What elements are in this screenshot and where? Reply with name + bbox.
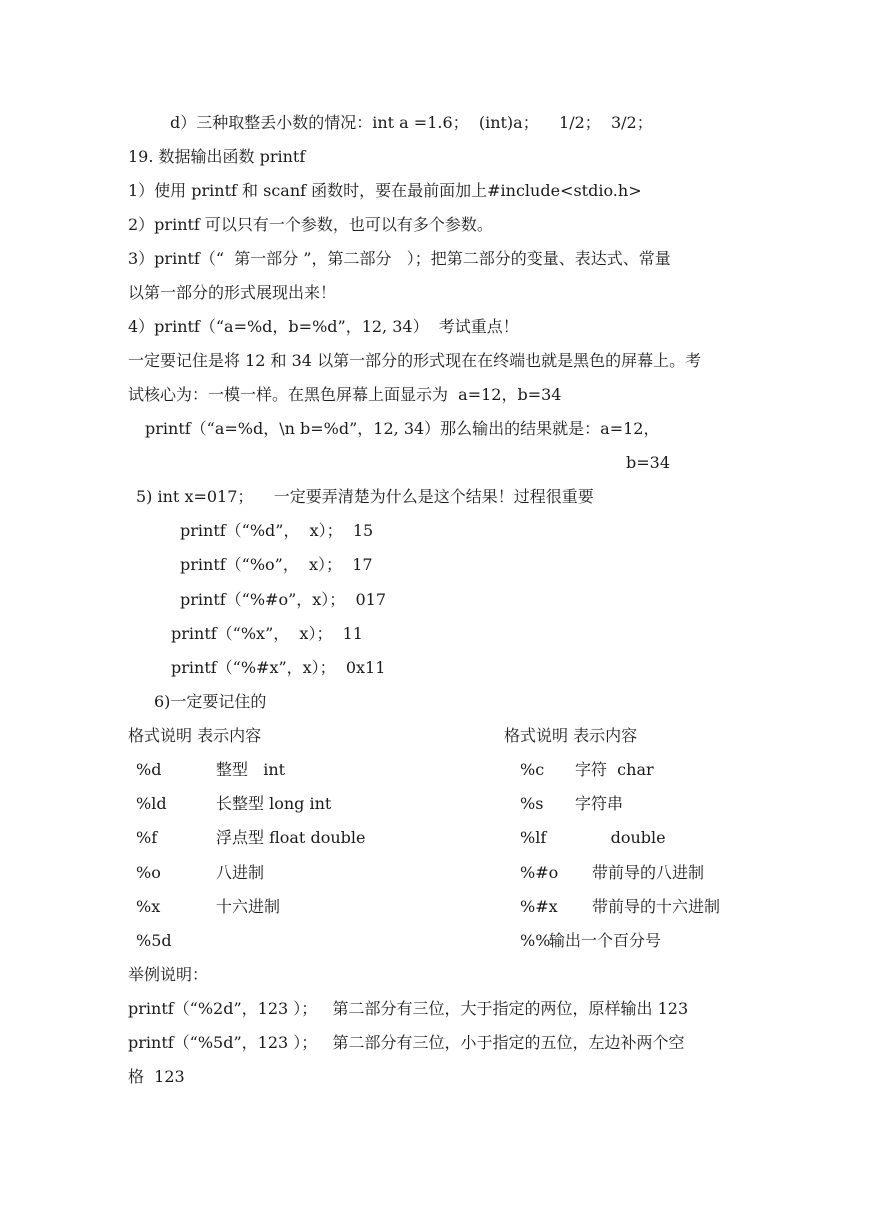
table-desc: 带前导的八进制	[592, 863, 705, 882]
code-line: printf（“%x”， x）； 11	[171, 624, 363, 643]
table-fmt: %o	[136, 863, 161, 882]
text-line: 格 123	[128, 1067, 185, 1086]
code-line: printf（“%#o”，x）； 017	[180, 590, 387, 609]
table-desc: 十六进制	[216, 897, 281, 916]
table-fmt: %d	[136, 760, 162, 779]
text-line: 2）printf 可以只有一个参数，也可以有多个参数。	[128, 215, 493, 234]
table-desc: 带前导的十六进制	[592, 897, 721, 916]
text-line: printf（“a=%d，\n b=%d”，12, 34）那么输出的结果就是：a=12，	[145, 419, 660, 438]
code-line: printf（“%#x”，x）； 0x11	[171, 658, 386, 677]
table-fmt: %#o	[520, 863, 559, 882]
text-line: d）三种取整丢小数的情况：int a =1.6； (int)a； 1/2； 3/2；	[170, 113, 653, 132]
text-line: 4）printf（“a=%d，b=%d”，12, 34） 考试重点！	[128, 317, 519, 336]
text-line: printf（“%2d”，123 ）； 第二部分有三位，大于指定的两位，原样输出 123	[128, 999, 689, 1018]
text-line: printf（“%5d”，123 ）； 第二部分有三位，小于指定的五位，左边补两个空	[128, 1033, 685, 1052]
table-desc: 输出一个百分号	[549, 931, 662, 950]
code-line: printf（“%d”， x）； 15	[180, 521, 374, 540]
text-line: 试核心为：一模一样。在黑色屏幕上面显示为 a=12，b=34	[128, 385, 562, 404]
text-line: 5) int x=017； 一定要弄清楚为什么是这个结果！过程很重要	[136, 487, 594, 506]
table-left-header: 格式说明 表示内容	[128, 726, 262, 745]
table-desc: 长整型 long int	[216, 794, 332, 813]
table-fmt: %ld	[136, 794, 167, 813]
table-fmt: %c	[520, 760, 545, 779]
text-line: 1）使用 printf 和 scanf 函数时，要在最前面加上#include<stdio.h>	[128, 181, 642, 200]
table-desc: 整型 int	[216, 760, 286, 779]
text-line: b=34	[626, 453, 671, 472]
section-heading: 19. 数据输出函数 printf	[128, 147, 306, 166]
text-line: 3）printf（“ 第一部分 ”，第二部分 ）；把第二部分的变量、表达式、常量	[128, 249, 671, 268]
table-fmt: %5d	[136, 931, 172, 950]
table-desc: 字符 char	[575, 760, 654, 779]
text-line: 6)一定要记住的	[154, 692, 267, 711]
table-fmt: %x	[136, 897, 161, 916]
table-fmt: %lf	[520, 828, 547, 847]
text-line: 举例说明：	[128, 965, 209, 984]
table-desc: 浮点型 float double	[216, 828, 366, 847]
text-line: 一定要记住是将 12 和 34 以第一部分的形式现在在终端也就是黑色的屏幕上。考	[128, 351, 702, 370]
table-desc: 八进制	[216, 863, 265, 882]
table-desc: double	[575, 828, 666, 847]
table-right-header: 格式说明 表示内容	[504, 726, 638, 745]
table-fmt: %f	[136, 828, 158, 847]
table-desc: 字符串	[575, 794, 624, 813]
text-line: 以第一部分的形式展现出来！	[128, 283, 337, 302]
table-fmt: %#x	[520, 897, 558, 916]
code-line: printf（“%o”， x）； 17	[180, 555, 373, 574]
table-fmt: %s	[520, 794, 544, 813]
table-fmt: %%	[520, 931, 551, 950]
